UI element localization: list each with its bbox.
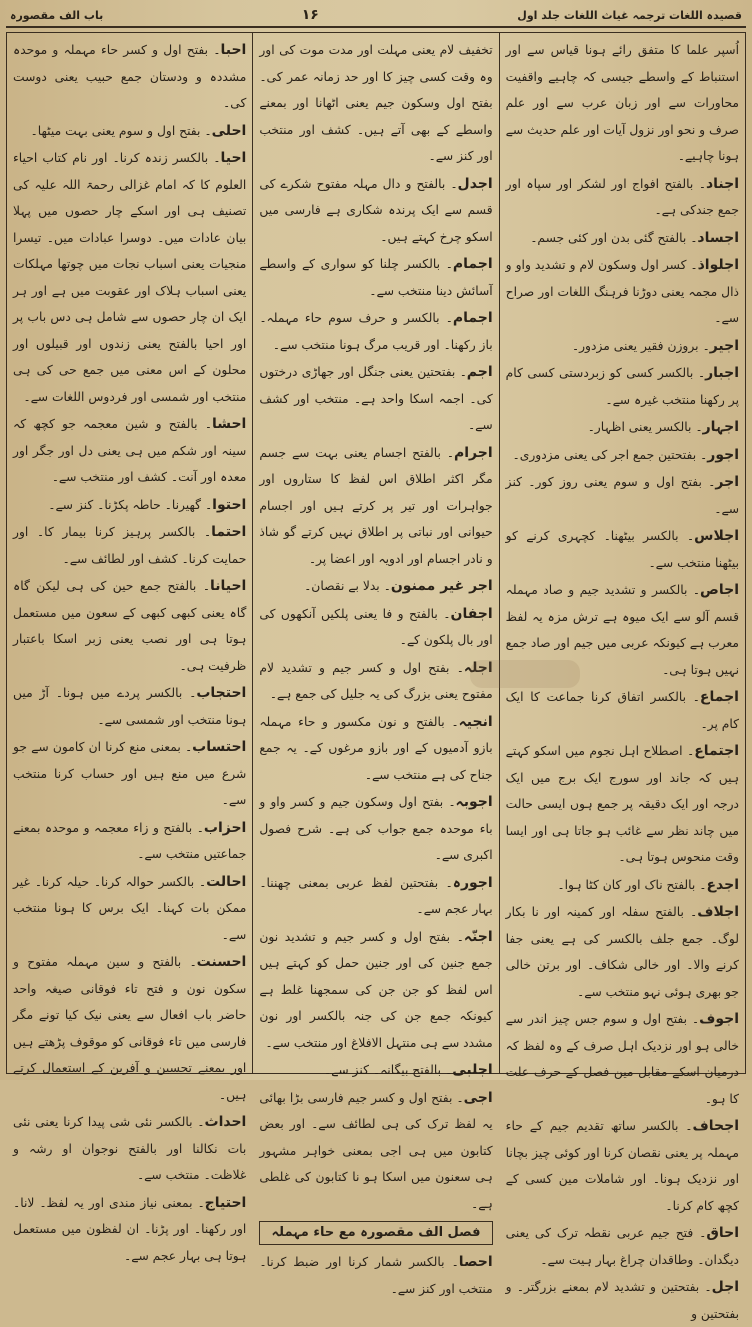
entry-headword: اجماع (699, 689, 739, 705)
entry-headword: احالت (206, 873, 247, 890)
entry-definition: ۔ بالکسر پردے میں ہونا۔ آڑ میں ہونا منتخب اور شمسی سے۔ (13, 686, 247, 727)
entry-definition: ۔ بالفتح جمع حین کی ہی لیکن گاہ گاہ یعنی کبھی کبھی کے سعون میں مستعمل ہوتا ہی اور نصب یعنی زبر اسکا باعتبار ظرفیت ہی۔ (13, 579, 247, 673)
entry-headword: اجیر (709, 337, 739, 354)
entry-definition: ۔ بالکسر و حرف سوم حاء مہملہ۔ باز رکھنا۔ اور قریب مرگ ہونا منتخب سے۔ (259, 311, 493, 352)
entry-definition: ۔ بفتح اول و کسر جیم و تشدید نون جمع جنین کی اور جنین حمل کو کہتے ہیں اس لفظ کو جن جن کی سمجھنا غلط ہے کیونکہ جمع جن کی جنہ بالکسر اور نون مشدد سے ہی منتہل الافلاغ اور منتخب سے۔ (259, 929, 493, 1050)
entry-definition: ۔ بالکسر شمار کرنا اور ضبط کرنا۔ منتخب اور کنز سے۔ (259, 1255, 493, 1296)
entry-headword: اجبار (705, 365, 739, 381)
dictionary-entry (259, 440, 492, 573)
entry-headword: اجفان (450, 605, 493, 622)
entry-headword: احتساب (192, 739, 247, 755)
entry-headword: اجی (463, 1089, 493, 1106)
dictionary-entry (506, 899, 739, 1005)
dictionary-entry (13, 145, 246, 410)
dictionary-entry (259, 359, 492, 439)
entry-definition: ۔ بفتح اول و کسر حاء مہملہ و موحدہ مشددہ و ودستان جمع حبیب یعنی دوست کی۔ (13, 43, 247, 110)
entry-headword: اجوبہ (455, 794, 493, 810)
entry-headword: اجمام (452, 310, 493, 326)
entry-definition: ۔ بالفتح سفلہ اور کمینہ اور نا بکار لوگ۔ جمع جلف بالکسر کی ہے یعنی جفا کرنے والا۔ اور خالی شکاف۔ اور برتن خالی جو بھری ہوئی نہو منتخب سے۔ (505, 905, 739, 999)
entry-headword: احزاب (203, 819, 247, 836)
entry-headword: اجناد (705, 175, 739, 192)
entry-definition: ۔ بالکسر ساتھ تقدیم جیم کے حاء مہملہ پر یعنی نقصان کرنا اور کوئی چیز بچانا اور نزدیک ہونا۔ اور شاملات مین کسی کے کچھ کام کرنا۔ (505, 1119, 739, 1213)
entry-definition: ۔ بالفتح و فا یعنی پلکیں آنکھوں کی اور بال پلکون کے۔ (259, 606, 493, 647)
entry-definition: ۔ بالفتح و زاء معجمہ و موحدہ بمعنے جماعتیں منتخب سے۔ (13, 820, 247, 861)
dictionary-entry (259, 251, 492, 304)
entry-definition: تخفیف لام یعنی مہلت اور مدت موت کی اور وہ وقت کسی چیز کا اور حد زمانہ عمر کی۔ بفتح اول وسکون جیم یعنی اٹھانا اور بمعنے واسطے کے بھی آتے ہیں۔ کشف اور منتخب اور کنز سے۔ (259, 43, 493, 163)
entry-headword: احتیاج (204, 1194, 247, 1211)
dictionary-entry (506, 252, 739, 332)
dictionary-entry (13, 815, 246, 868)
entry-headword: اجورہ (452, 874, 493, 891)
column-middle (252, 33, 498, 1296)
entry-headword: اجحاف (692, 1118, 739, 1134)
entry-definition: ۔ بالکسر حوالہ کرنا۔ حیلہ کرنا۔ غیر ممکن بات کہنا۔ ایک برس کا ہونا منتخب سے۔ (13, 874, 247, 942)
header-book-title: قصیدہ اللغات ترجمہ غیاث اللغات جلد اول (517, 8, 742, 22)
dictionary-entry (259, 1057, 492, 1084)
entry-definition: ۔ بالفتح و دال مہلہ مفتوح شکرے کی قسم سے ایک پرندہ شکاری ہے فارسی میں اسکو چرخ کہتے ہیں۔ (259, 176, 493, 244)
entry-definition: ۔ بالفتح ناک اور کان کٹا ہوا۔ (557, 877, 707, 892)
entry-definition: ۔ بمعنی نیاز مندی اور یہ لفظ۔ لانا۔ اور رکھنا۔ اور پڑنا۔ ان لفظون میں مستعمل ہوتا ہی بہار عجم سے۔ (13, 1195, 247, 1263)
entry-headword: اجاص (700, 582, 739, 598)
entry-headword: اجنّہ (463, 928, 493, 945)
entry-headword: اجور (707, 446, 739, 463)
entry-definition: ۔ بالکسر کسی کو زبردستی کسی کام پر رکھنا منتخب غیرہ سے۔ (505, 366, 739, 407)
entry-definition: ۔ بالکسر پرہیز کرنا بیمار کا۔ اور حمایت کرنا۔ کشف اور لطائف سے۔ (13, 525, 247, 566)
entry-headword: احسنت (196, 954, 247, 970)
dictionary-entry (506, 872, 739, 899)
dictionary-entry (259, 1085, 492, 1218)
entry-definition: ۔ بالکسر چلنا کو سواری کے واسطے آسائش دینا منتخب سے۔ (259, 257, 493, 298)
entry-headword: اجل (711, 1279, 739, 1295)
entry-definition: ۔ بمعنی منع کرنا ان کامون سے جو شرع میں منع ہیں اور حساب کرنا منتخب سے۔ (13, 740, 247, 807)
running-header (6, 4, 746, 28)
entry-headword: اجدع (706, 876, 739, 893)
dictionary-entry (506, 684, 739, 737)
entry-headword: اجساد (697, 229, 739, 246)
entry-headword: احتما (211, 524, 247, 540)
entry-headword: احبا (220, 42, 247, 58)
entry-definition: ۔ بفتحتین و تشدید لام بمعنے بزرگتر۔ و بفتحتین و (505, 1280, 739, 1321)
entry-definition: ۔ بالکسر و تشدید جیم و صاد مہملہ قسم آلو سے ایک میوہ ہے ترش مزہ یہ لفظ معرب ہے کیونکہ عربی میں جیم اور صاد جمع نہیں ہوتا ہی۔ (505, 583, 739, 677)
section-heading: فصل الف مقصورہ مع حاء مہملہ (259, 1221, 492, 1245)
entry-headword: احیانا (209, 578, 247, 594)
dictionary-entry (259, 305, 492, 358)
entry-headword: احیا (220, 150, 247, 166)
entry-headword: احتوا (212, 496, 247, 513)
entry-headword: احلی (211, 122, 247, 139)
entry-definition: ۔ بفتح اول و سوم یعنی بہت میٹھا۔ (30, 123, 212, 138)
entry-definition: ۔ بفتح اول وسکون جیم و کسر واو و باء موحدہ جمع جواب کی ہے۔ شرح فصول اکبری سے۔ (259, 795, 493, 862)
entry-definition: ۔ بالکسر اتفاق کرنا جماعت کا ایک کام پر۔ (505, 690, 739, 731)
entry-headword: انجیہ (458, 713, 493, 730)
dictionary-entry (13, 573, 246, 679)
dictionary-entry (506, 442, 739, 469)
entry-definition: ۔ بفتح اول و کسر جیم و تشدید لام مفتوح یعنی بزرگ کی یہ جلیل کی جمع ہے۔ (259, 660, 493, 701)
entry-headword: اجلاف (697, 904, 739, 920)
dictionary-entry (506, 738, 739, 871)
column-left (7, 33, 252, 1263)
entry-headword: اجرام (454, 444, 493, 461)
entry-definition: ۔ گھیرنا۔ حاطہ پکڑنا۔ کنز سے۔ (48, 497, 213, 512)
dictionary-entry (506, 1274, 739, 1327)
dictionary-entry (506, 1220, 739, 1273)
entry-headword: اجر غیر ممنون (390, 578, 493, 594)
entry-definition: ۔ بالکسر نئی شی پیدا کرنا یعنی نئی بات نکالنا اور بالفتح نوجوان او رشہ و غلاظت۔ منتخب سے۔ (13, 1115, 247, 1182)
dictionary-entry (506, 1113, 739, 1219)
entry-headword: احاق (706, 1225, 739, 1241)
stamp-smudge (470, 660, 580, 688)
dictionary-entry (13, 949, 246, 1108)
dictionary-entry (13, 1109, 246, 1189)
dictionary-entry (13, 118, 246, 145)
dictionary-entry (506, 1006, 739, 1112)
entry-headword: اجلہ (463, 659, 493, 676)
dictionary-entry (13, 37, 246, 117)
dictionary-entry (13, 519, 246, 572)
dictionary-entry (259, 601, 492, 654)
dictionary-entry (259, 709, 492, 789)
entry-definition: ۔ بالفتح اجسام یعنی بہت سے جسم مگر اکثر اطلاق اس لفظ کا ستاروں اور جواہرات اور تیر پر کرتے ہیں اور اجسام حیوانی اور نباتی پر اطلاق نہیں کرتے گو شاذ و نادر اجسام اور ادویہ اور اعضا پر۔ (259, 445, 493, 566)
dictionary-entry (13, 680, 246, 733)
dictionary-entry (259, 573, 492, 600)
entry-headword: اجلبی (452, 1062, 493, 1078)
entry-definition: ۔ بفتحتین لفظ عربی بمعنی چھننا۔ بہار عجم سے۔ (259, 875, 493, 916)
page-number: ۱۶ (301, 7, 319, 23)
entry-definition: ۔ بالفتح و شین معجمہ جو کچھ کہ سینہ اور شکم میں ہی یعنی دل اور جگر اور معدہ اور آنت۔ کشف اور منتخب سے۔ (13, 417, 247, 484)
entry-headword: احشا (211, 416, 247, 432)
entry-definition: ۔ بفتح اول و کسر جیم فارسی بڑا بھائی یہ لفظ ترک کی ہی لطائف سے۔ اور بعض کتابون میں ہی اجی بمعنی خواہر مشہور ہی سعنون میں اسکا ہو نا کتابون کی غلطی ہے۔ (259, 1090, 493, 1211)
dictionary-entry (13, 869, 246, 949)
entry-definition: ۔ اصطلاح اہل نجوم میں اسکو کہتے ہیں کہ جاند اور سورج ایک برج میں ایک درجہ اور ایک دقیقہ پر جمع ہوں ایسی حالت میں چاند نظر سے غائب ہو جاتا ہی اور ایسا وقت منحوس ہوتا ہی۔ (505, 744, 739, 864)
entry-headword: اجدل (457, 175, 493, 192)
entry-headword: اجہار (702, 419, 739, 435)
dictionary-entry (13, 1190, 246, 1270)
dictionary-entry (506, 225, 739, 252)
header-chapter-title: باب الف مقصورہ (10, 8, 104, 22)
dictionary-entry (259, 1249, 492, 1302)
entry-headword: احتجاب (196, 685, 247, 701)
entry-headword: اجوف (699, 1011, 739, 1027)
entry-definition: ۔ بدلا بے نقصان۔ (304, 579, 391, 593)
dictionary-entry (506, 171, 739, 224)
dictionary-entry (506, 523, 739, 576)
entry-definition: ۔ بالکسر یعنی اظہار۔ (587, 420, 703, 434)
entry-definition: ۔ بروزن فقیر یعنی مزدور۔ (571, 338, 710, 353)
dictionary-entry (259, 924, 492, 1057)
entry-definition: ۔ بالکسر بیٹھنا۔ کچہری کرنے کو بیٹھنا منتخب سے۔ (505, 529, 739, 570)
dictionary-entry (259, 37, 492, 170)
entry-definition: ۔ بالکسر زندہ کرنا۔ اور نام کتاب احیاء العلوم کا کہ امام غزالی رحمۃ اللہ علیہ کی تصنیف ہی اور اسکے چار حصوں میں پہلا بیان عادات میں۔ دوسرا عبادات میں۔ تیسرا منجیات یعنی اسباب نجات میں چوتھا مہلکات یعنی اسباب ہلاک اور عقوبت میں ہے اور ہر ایک ان چار حصوں سے شامل ہی دس باب پر اور احیا بالفتح یعنی زندوں اور قبیلوں اور محلون کے اس معنی میں جمع حی کی ہی منتخب اور شمسی اور فردوس اللغات سے۔ (13, 151, 247, 404)
dictionary-entry (259, 171, 492, 251)
entry-headword: اجلاس (694, 528, 739, 544)
dictionary-entry (13, 492, 246, 519)
entry-definition: ۔ بالفتح و نون مکسور و حاء مہملہ بازو آدمیوں کے اور بازو مرغوں کے۔ یہ جمع جناح کی ہے منتخب سے۔ (259, 714, 493, 782)
column-right (499, 33, 745, 1321)
entry-definition: ۔ بفتح اول و سوم جس چیز اندر سے خالی ہو اور نزدیک اہل صرف کے وہ لفظ کہ درمیان اسکے مقابل مین فصل کے حرف علت کا ہو۔ (505, 1012, 739, 1106)
entry-headword: احداث (204, 1114, 247, 1130)
entry-definition: ۔ فتح جیم عربی نقطہ ترک کی یعنی دیگدان۔ وطاقدان چراغ بہار ہیت سے۔ (505, 1226, 739, 1267)
entry-definition: ۔ بالفتح افواج اور لشکر اور سپاہ اور جمع جندکی ہے۔ (505, 176, 739, 217)
dictionary-entry (506, 37, 739, 170)
three-column-body (6, 32, 746, 1321)
dictionary-entry (506, 414, 739, 441)
entry-headword: اجلواذ (697, 257, 739, 273)
entry-definition: ۔ بفتحتین جمع اجر کی یعنی مزدوری۔ (512, 447, 708, 462)
dictionary-entry (506, 469, 739, 522)
dictionary-entry (13, 734, 246, 814)
dictionary-entry (506, 333, 739, 360)
entry-headword: اجر (715, 474, 739, 490)
dictionary-entry (259, 655, 492, 708)
entry-definition: ۔ کسر اول وسکون لام و تشدید واو و ذال مجمہ یعنی دوڑنا فرہنگ اللغات اور صراح سے۔ (505, 258, 739, 325)
dictionary-entry (259, 789, 492, 869)
entry-headword: اجمام (452, 256, 493, 272)
entry-definition: اُسپر علما کا متفق رائے ہونا قیاس سے اور استنباط کے واسطے جیسی کہ چاہیے واقفیت محاورات سے اور زبان عرب سے اور علم صرف و نحو اور نزول آیات اور علم حدیث سے ہونا چاہیے۔ (505, 43, 739, 163)
entry-definition: ۔ بالفتح و سین مہملہ مفتوح و سکون نون و فتح تاء فوقانی صیغہ واحد حاضر باب افعال سے یعنی نیک کیا تونے مگر فارسی میں تاء فوقانی کو موقوف پڑھتے ہیں اور بمعنے تحسین و آفرین کے استعمال کرتے ہیں۔ (13, 955, 247, 1102)
entry-headword: اجم (466, 364, 493, 380)
entry-definition: ۔ بالفتح بیگانہ۔ کنز سے۔ (323, 1063, 453, 1077)
entry-definition: ۔ بفتحتین یعنی جنگل اور جھاڑی درختوں کی۔ اجمہ اسکا واحد ہے۔ منتخب اور کشف سے۔ (259, 365, 493, 432)
entry-headword: احصا (458, 1254, 493, 1270)
entry-definition: ۔ بالفتح گئی بدن اور کئی جسم۔ (530, 230, 698, 245)
dictionary-entry (259, 870, 492, 923)
entry-headword: اجتماع (694, 743, 739, 759)
dictionary-entry (13, 411, 246, 491)
entry-definition: ۔ بفتح اول و سوم یعنی روز کور۔ کنز سے۔ (505, 475, 739, 516)
dictionary-entry (506, 360, 739, 413)
